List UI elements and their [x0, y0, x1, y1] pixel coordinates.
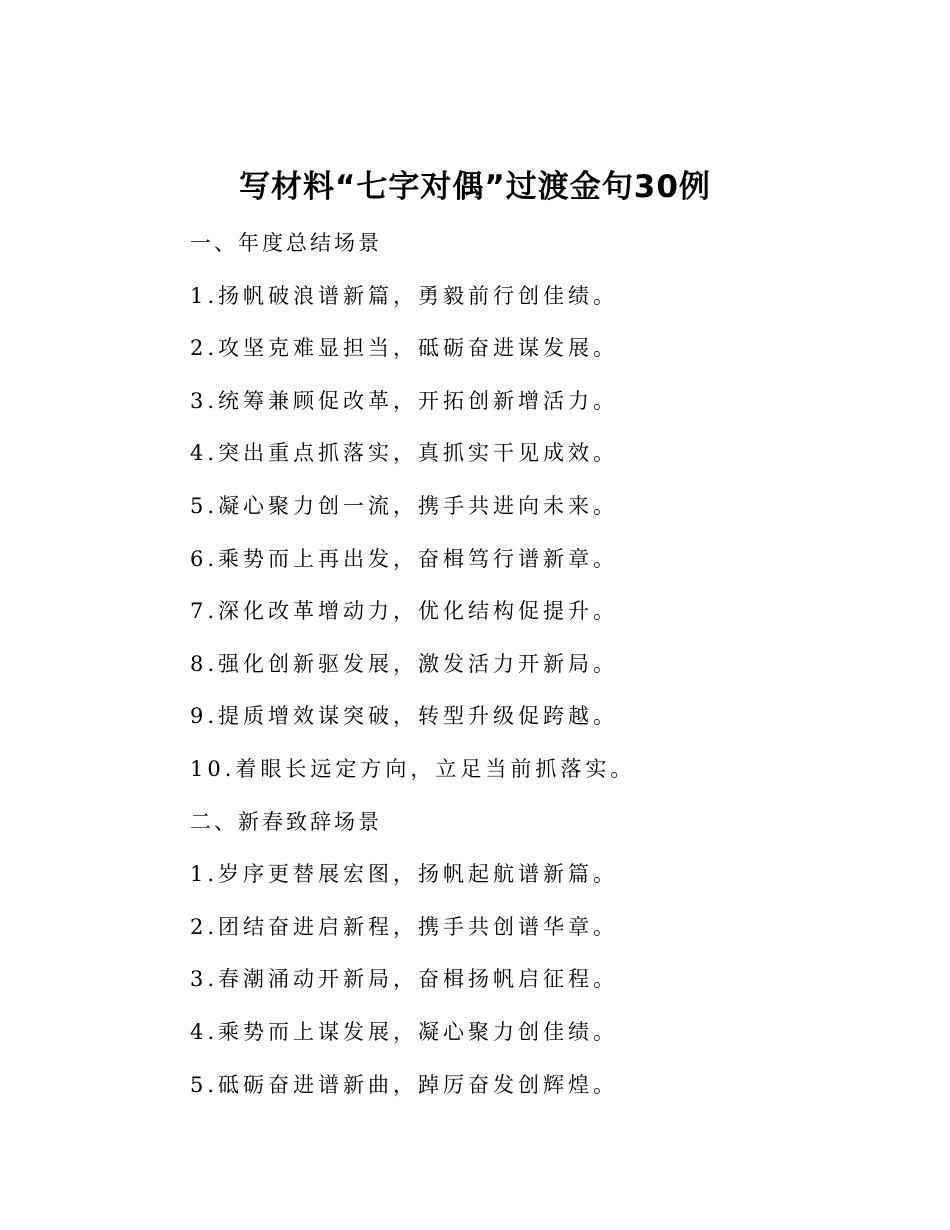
- list-item: 4.突出重点抓落实，真抓实干见成效。: [190, 441, 619, 466]
- section-heading-annual-summary: 一、年度总结场景: [190, 231, 382, 255]
- list-item: 5.砥砺奋进谱新曲，踔厉奋发创辉煌。: [190, 1072, 619, 1097]
- list-item: 10.着眼长远定方向，立足当前抓落实。: [190, 756, 636, 781]
- section-heading-new-year-speech: 二、新春致辞场景: [190, 809, 382, 834]
- list-item: 6.乘势而上再出发，奋楫笃行谱新章。: [190, 546, 619, 571]
- list-item: 2.攻坚克难显担当，砥砺奋进谋发展。: [190, 336, 619, 361]
- document-title: 写材料“七字对偶”过渡金句30例: [239, 169, 711, 205]
- list-item: 5.凝心聚力创一流，携手共进向未来。: [190, 493, 619, 518]
- list-item: 8.强化创新驱发展，激发活力开新局。: [190, 651, 619, 676]
- list-item: 1.岁序更替展宏图，扬帆起航谱新篇。: [190, 862, 619, 887]
- list-item: 4.乘势而上谋发展，凝心聚力创佳绩。: [190, 1019, 619, 1044]
- list-item: 2.团结奋进启新程，携手共创谱华章。: [190, 914, 619, 939]
- list-item: 9.提质增效谋突破，转型升级促跨越。: [190, 704, 619, 729]
- list-item: 7.深化改革增动力，优化结构促提升。: [190, 599, 619, 624]
- list-item: 1.扬帆破浪谱新篇，勇毅前行创佳绩。: [190, 283, 619, 308]
- list-item: 3.春潮涌动开新局，奋楫扬帆启征程。: [190, 967, 619, 992]
- list-item: 3.统筹兼顾促改革，开拓创新增活力。: [190, 388, 619, 413]
- document-body: [190, 223, 910, 1117]
